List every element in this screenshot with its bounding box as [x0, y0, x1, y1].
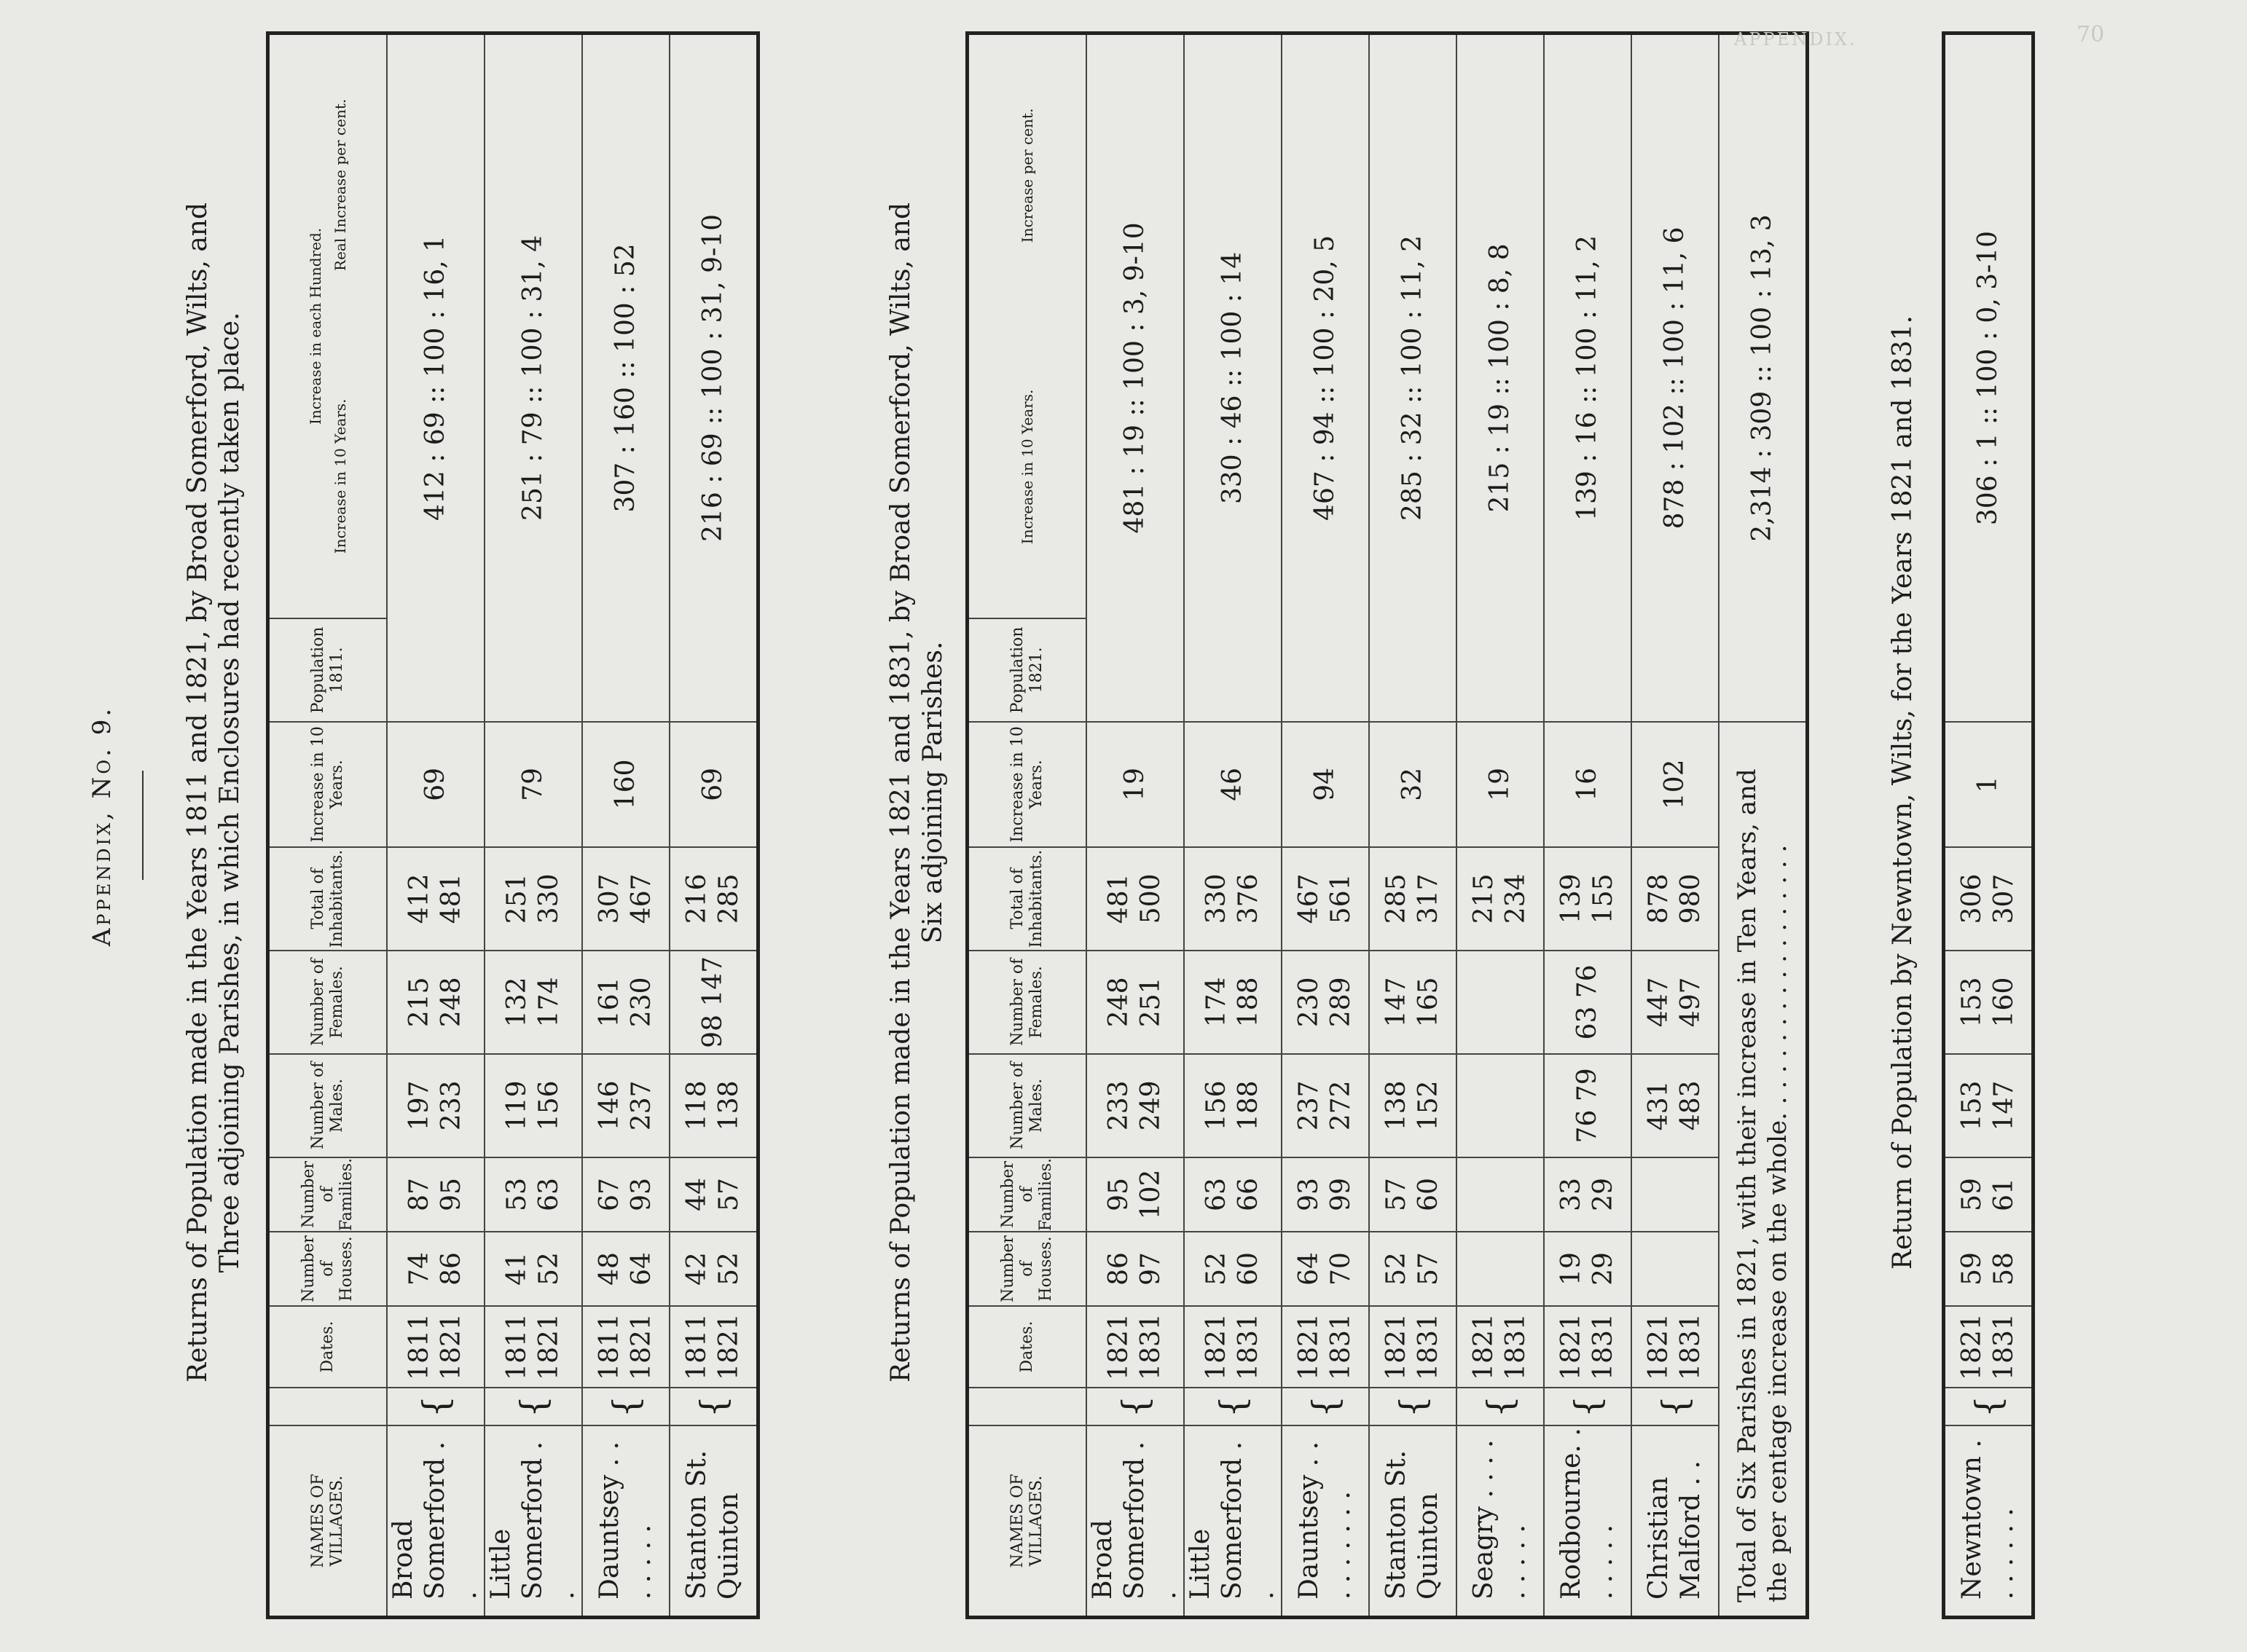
- table2-caption-line2: Six adjoining Parishes.: [918, 641, 948, 944]
- header-increase-10: Increase in 10 Years.: [1019, 389, 1036, 545]
- dates: 1811 1821: [670, 1306, 758, 1388]
- houses: 64 70: [1282, 1232, 1369, 1306]
- ratio: 251 : 79 :: 100 : 31, 4: [485, 34, 582, 722]
- females: 153 160: [1944, 951, 2034, 1054]
- increase: 160: [582, 722, 670, 847]
- houses: 74 86: [387, 1232, 485, 1306]
- table-row: [1086, 34, 1184, 1618]
- females: 63 76: [1544, 951, 1631, 1054]
- males: 233 249: [1086, 1054, 1184, 1157]
- village-name: Stanton St. Quinton: [670, 1425, 758, 1618]
- dates: 1811 1821: [387, 1306, 485, 1388]
- brace: {: [1282, 1388, 1369, 1425]
- brace: {: [1456, 1388, 1544, 1425]
- header-names: NAMES OF VILLAGES.: [968, 1425, 1087, 1618]
- increase: 32: [1369, 722, 1456, 847]
- header-houses: Number of Houses.: [968, 1232, 1087, 1306]
- families: 87 95: [387, 1157, 485, 1232]
- brace: {: [582, 1388, 670, 1425]
- header-real-increase: Real Increase per cent.: [332, 98, 349, 271]
- table2-caption: [885, 79, 949, 1506]
- houses: 42 52: [670, 1232, 758, 1306]
- village-name: Stanton St. Quinton: [1369, 1425, 1456, 1618]
- total: 215 234: [1456, 847, 1544, 951]
- brace: {: [1184, 1388, 1282, 1425]
- males: 118 138: [670, 1054, 758, 1157]
- header-increase-group-label: Increase in each Hundred.: [307, 227, 324, 425]
- females: 230 289: [1282, 951, 1369, 1054]
- brace: {: [1544, 1388, 1631, 1425]
- brace: {: [1086, 1388, 1184, 1425]
- families: 93 99: [1282, 1157, 1369, 1232]
- ratio: 481 : 19 :: 100 : 3, 9-10: [1086, 34, 1184, 722]
- table-row: [387, 34, 485, 1618]
- total: 306 307: [1944, 847, 2034, 951]
- table-row: [1456, 34, 1544, 1618]
- table2-caption-line1: Returns of Population made in the Years 1821 and 1831, by Broad Somerford, Wilts, and: [886, 202, 916, 1383]
- village-name: Dauntsey . . . . . . .: [582, 1425, 670, 1618]
- families: 67 93: [582, 1157, 670, 1232]
- females: 132 174: [485, 951, 582, 1054]
- females: 147 165: [1369, 951, 1456, 1054]
- total: 878 980: [1631, 847, 1719, 951]
- total: 251 330: [485, 847, 582, 951]
- families: 63 66: [1184, 1157, 1282, 1232]
- table-row: [670, 34, 758, 1618]
- houses: [1631, 1232, 1719, 1306]
- total: 467 561: [1282, 847, 1369, 951]
- header-dates: Dates.: [968, 1306, 1087, 1388]
- village-name: Rodbourne. . . . . . .: [1544, 1425, 1631, 1618]
- total: 307 467: [582, 847, 670, 951]
- females: 174 188: [1184, 951, 1282, 1054]
- ratio: 216 : 69 :: 100 : 31, 9-10: [670, 34, 758, 722]
- increase: 94: [1282, 722, 1369, 847]
- dates: 1821 1831: [1184, 1306, 1282, 1388]
- ratio: 306 : 1 :: 100 : 0, 3-10: [1944, 34, 2034, 723]
- header-houses: Number of Houses.: [268, 1232, 388, 1306]
- ratio: 467 : 94 :: 100 : 20, 5: [1282, 34, 1369, 722]
- houses: 86 97: [1086, 1232, 1184, 1306]
- total: 285 317: [1369, 847, 1456, 951]
- females: 447 497: [1631, 951, 1719, 1054]
- females: 248 251: [1086, 951, 1184, 1054]
- header-increase: Increase in 10 Years.: [268, 722, 388, 847]
- table3: [1942, 31, 2035, 1619]
- brace: {: [387, 1388, 485, 1425]
- males: 156 188: [1184, 1054, 1282, 1157]
- houses: 41 52: [485, 1232, 582, 1306]
- header-increase-subheads: [331, 35, 350, 618]
- total-label-line1: Total of Six Parishes in 1821, with their increase in Ten Years, and: [1733, 768, 1762, 1602]
- header-females: Number of Females.: [968, 951, 1087, 1054]
- table1-caption: [182, 79, 246, 1506]
- dates: 1821 1831: [1282, 1306, 1369, 1388]
- title-rule: [142, 771, 144, 880]
- increase: 69: [387, 722, 485, 847]
- increase: 1: [1944, 722, 2034, 847]
- females: 161 230: [582, 951, 670, 1054]
- table1: [266, 31, 760, 1619]
- dates: 1811 1821: [485, 1306, 582, 1388]
- males: 138 152: [1369, 1054, 1456, 1157]
- table-row: [1631, 34, 1719, 1618]
- brace: {: [1369, 1388, 1456, 1425]
- dates: 1821 1831: [1456, 1306, 1544, 1388]
- total: 330 376: [1184, 847, 1282, 951]
- increase: 46: [1184, 722, 1282, 847]
- ratio: 215 : 19 :: 100 : 8, 8: [1456, 34, 1544, 722]
- males: 76 79: [1544, 1054, 1631, 1157]
- brace: {: [1631, 1388, 1719, 1425]
- header-population: Population 1821.: [968, 618, 1087, 722]
- table-row: [485, 34, 582, 1618]
- header-dates: Dates.: [268, 1306, 388, 1388]
- table-row: [1184, 34, 1282, 1618]
- village-name: Broad Somerford . .: [387, 1425, 485, 1618]
- families: [1631, 1157, 1719, 1232]
- village-name: Christian Malford . .: [1631, 1425, 1719, 1618]
- total-ratio: 2,314 : 309 :: 100 : 13, 3: [1719, 34, 1808, 722]
- total: 481 500: [1086, 847, 1184, 951]
- header-increase-group: [268, 34, 388, 618]
- increase: 79: [485, 722, 582, 847]
- houses: 52 60: [1184, 1232, 1282, 1306]
- header-names: NAMES OF VILLAGES.: [268, 1425, 388, 1618]
- houses: 19 29: [1544, 1232, 1631, 1306]
- header-brace-spacer: [268, 1388, 388, 1425]
- header-families: Number of Families.: [268, 1157, 388, 1232]
- families: [1456, 1157, 1544, 1232]
- females: 98 147: [670, 951, 758, 1054]
- table-row: [582, 34, 670, 1618]
- ratio: 878 : 102 :: 100 : 11, 6: [1631, 34, 1719, 722]
- males: 197 233: [387, 1054, 485, 1157]
- houses: 52 57: [1369, 1232, 1456, 1306]
- appendix-title: Appendix, No. 9.: [87, 705, 117, 947]
- ratio: 412 : 69 :: 100 : 16, 1: [387, 34, 485, 722]
- header-per-cent: Increase per cent.: [1019, 108, 1036, 243]
- table1-caption-line2: Three adjoining Parishes, in which Enclosures had recently taken place.: [215, 312, 245, 1273]
- header-brace-spacer: [968, 1388, 1087, 1425]
- village-name: Seagry . . . . . . . . .: [1456, 1425, 1544, 1618]
- header-males: Number of Males.: [968, 1054, 1087, 1157]
- ratio: 307 : 160 :: 100 : 52: [582, 34, 670, 722]
- total: 216 285: [670, 847, 758, 951]
- village-name: Dauntsey . . . . . . . . .: [1282, 1425, 1369, 1618]
- females: 215 248: [387, 951, 485, 1054]
- ratio: 330 : 46 :: 100 : 14: [1184, 34, 1282, 722]
- increase: 19: [1456, 722, 1544, 847]
- males: [1456, 1054, 1544, 1157]
- table2: [965, 31, 1809, 1619]
- village-name: Little Somerford . .: [1184, 1425, 1282, 1618]
- table-row: [1282, 34, 1369, 1618]
- males: 119 156: [485, 1054, 582, 1157]
- families: 44 57: [670, 1157, 758, 1232]
- dates: 1821 1831: [1086, 1306, 1184, 1388]
- families: 53 63: [485, 1157, 582, 1232]
- total-row: [1719, 34, 1808, 1618]
- brace: {: [670, 1388, 758, 1425]
- families: 95 102: [1086, 1157, 1184, 1232]
- table1-caption-line1: Returns of Population made in the Years 1811 and 1821, by Broad Somerford, Wilts, and: [183, 202, 213, 1383]
- ratio: 285 : 32 :: 100 : 11, 2: [1369, 34, 1456, 722]
- males: 237 272: [1282, 1054, 1369, 1157]
- brace: {: [485, 1388, 582, 1425]
- dates: 1821 1831: [1369, 1306, 1456, 1388]
- males: 153 147: [1944, 1054, 2034, 1157]
- total-label-line2: the per centage increase on the whole. . . . . . . . . . . . . . . . . .: [1763, 844, 1792, 1602]
- males: 431 483: [1631, 1054, 1719, 1157]
- table3-caption: Return of Population by Newntown, Wilts, for the Years 1821 and 1831.: [1888, 315, 1918, 1270]
- table-row: [1944, 34, 2034, 1618]
- dates: 1821 1831: [1544, 1306, 1631, 1388]
- dates: 1821 1831: [1944, 1306, 2034, 1388]
- header-increase-group: [968, 34, 1087, 618]
- families: 57 60: [1369, 1157, 1456, 1232]
- dates: 1821 1831: [1631, 1306, 1719, 1388]
- header-females: Number of Females.: [268, 951, 388, 1054]
- village-name: Broad Somerford . .: [1086, 1425, 1184, 1618]
- header-total: Total of Inhabitants.: [968, 847, 1087, 951]
- houses: 48 64: [582, 1232, 670, 1306]
- increase: 16: [1544, 722, 1631, 847]
- village-name: Newntown . . . . . . .: [1944, 1425, 2034, 1618]
- header-increase-10: Increase in 10 Years.: [332, 398, 349, 554]
- header-increase-subheads: [1018, 35, 1037, 618]
- table-row: [1369, 34, 1456, 1618]
- houses: [1456, 1232, 1544, 1306]
- header-increase: Increase in 10 Years.: [968, 722, 1087, 847]
- header-males: Number of Males.: [268, 1054, 388, 1157]
- dates: 1811 1821: [582, 1306, 670, 1388]
- brace: {: [1944, 1388, 2034, 1425]
- table-row: [1544, 34, 1631, 1618]
- females: [1456, 951, 1544, 1054]
- running-head: APPENDIX.: [1734, 29, 1857, 50]
- families: 33 29: [1544, 1157, 1631, 1232]
- ratio: 139 : 16 :: 100 : 11, 2: [1544, 34, 1631, 722]
- header-population: Population 1811.: [268, 618, 388, 722]
- families: 59 61: [1944, 1157, 2034, 1232]
- increase: 19: [1086, 722, 1184, 847]
- header-total: Total of Inhabitants.: [268, 847, 388, 951]
- page-number: 70: [2077, 22, 2105, 47]
- village-name: Little Somerford . .: [485, 1425, 582, 1618]
- males: 146 237: [582, 1054, 670, 1157]
- header-families: Number of Families.: [968, 1157, 1087, 1232]
- total: 139 155: [1544, 847, 1631, 951]
- increase: 69: [670, 722, 758, 847]
- increase: 102: [1631, 722, 1719, 847]
- houses: 59 58: [1944, 1232, 2034, 1306]
- total-label: [1719, 722, 1808, 1618]
- total: 412 481: [387, 847, 485, 951]
- table2-header-row: [968, 34, 1087, 1618]
- table1-header-row: [268, 34, 388, 1618]
